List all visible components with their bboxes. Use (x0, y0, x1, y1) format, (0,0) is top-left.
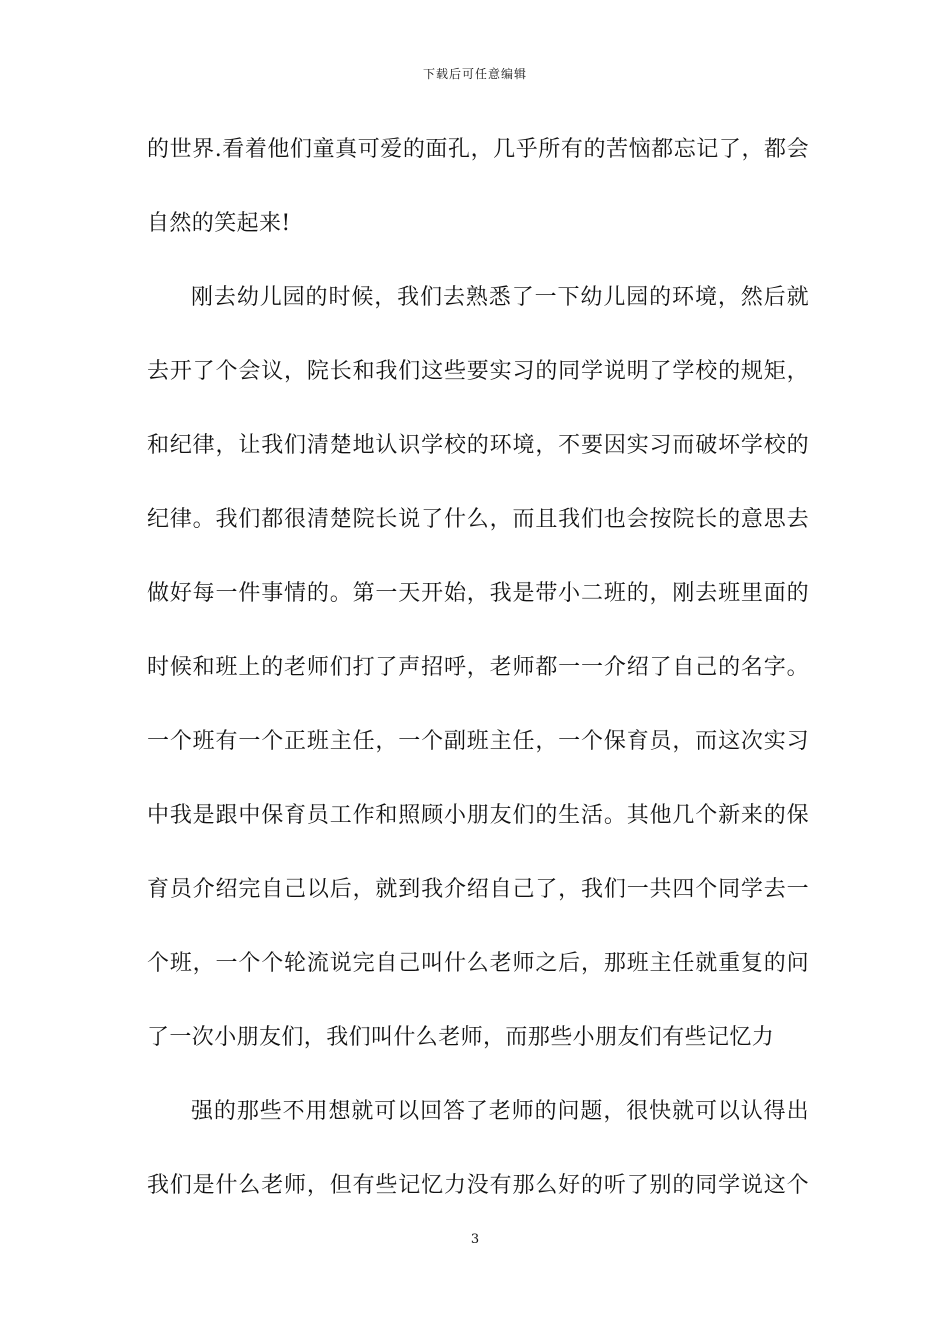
text-line: 和纪律，让我们清楚地认识学校的环境，不要因实习而破坏学校的 (147, 433, 809, 458)
text-line: 时候和班上的老师们打了声招呼，老师都一一介绍了自己的名字。 (147, 655, 809, 680)
page-header: 下载后可任意编辑 (422, 67, 527, 81)
text-line: 做好每一件事情的。第一天开始，我是带小二班的，刚去班里面的 (147, 581, 809, 606)
text-line: 自然的笑起来! (147, 211, 291, 236)
text-line: 中我是跟中保育员工作和照顾小朋友们的生活。其他几个新来的保 (147, 803, 809, 828)
text-line: 的世界.看着他们童真可爱的面孔，几乎所有的苦恼都忘记了，都会 (147, 137, 809, 162)
text-line: 个班，一个个轮流说完自己叫什么老师之后，那班主任就重复的问 (147, 951, 809, 976)
text-line: 育员介绍完自己以后，就到我介绍自己了，我们一共四个同学去一 (147, 877, 809, 902)
text-line: 了一次小朋友们，我们叫什么老师，而那些小朋友们有些记忆力 (147, 1025, 775, 1050)
text-line: 去开了个会议，院长和我们这些要实习的同学说明了学校的规矩， (147, 359, 809, 384)
text-line: 我们是什么老师，但有些记忆力没有那么好的听了别的同学说这个 (147, 1173, 809, 1198)
text-line: 刚去幼儿园的时候，我们去熟悉了一下幼儿园的环境，然后就 (191, 285, 809, 310)
text-line: 强的那些不用想就可以回答了老师的问题，很快就可以认得出 (191, 1099, 809, 1124)
page-number: 3 (470, 1232, 480, 1247)
text-line: 一个班有一个正班主任，一个副班主任，一个保育员，而这次实习 (147, 729, 809, 754)
document-body (147, 128, 809, 1238)
text-line: 纪律。我们都很清楚院长说了什么，而且我们也会按院长的意思去 (147, 507, 809, 532)
